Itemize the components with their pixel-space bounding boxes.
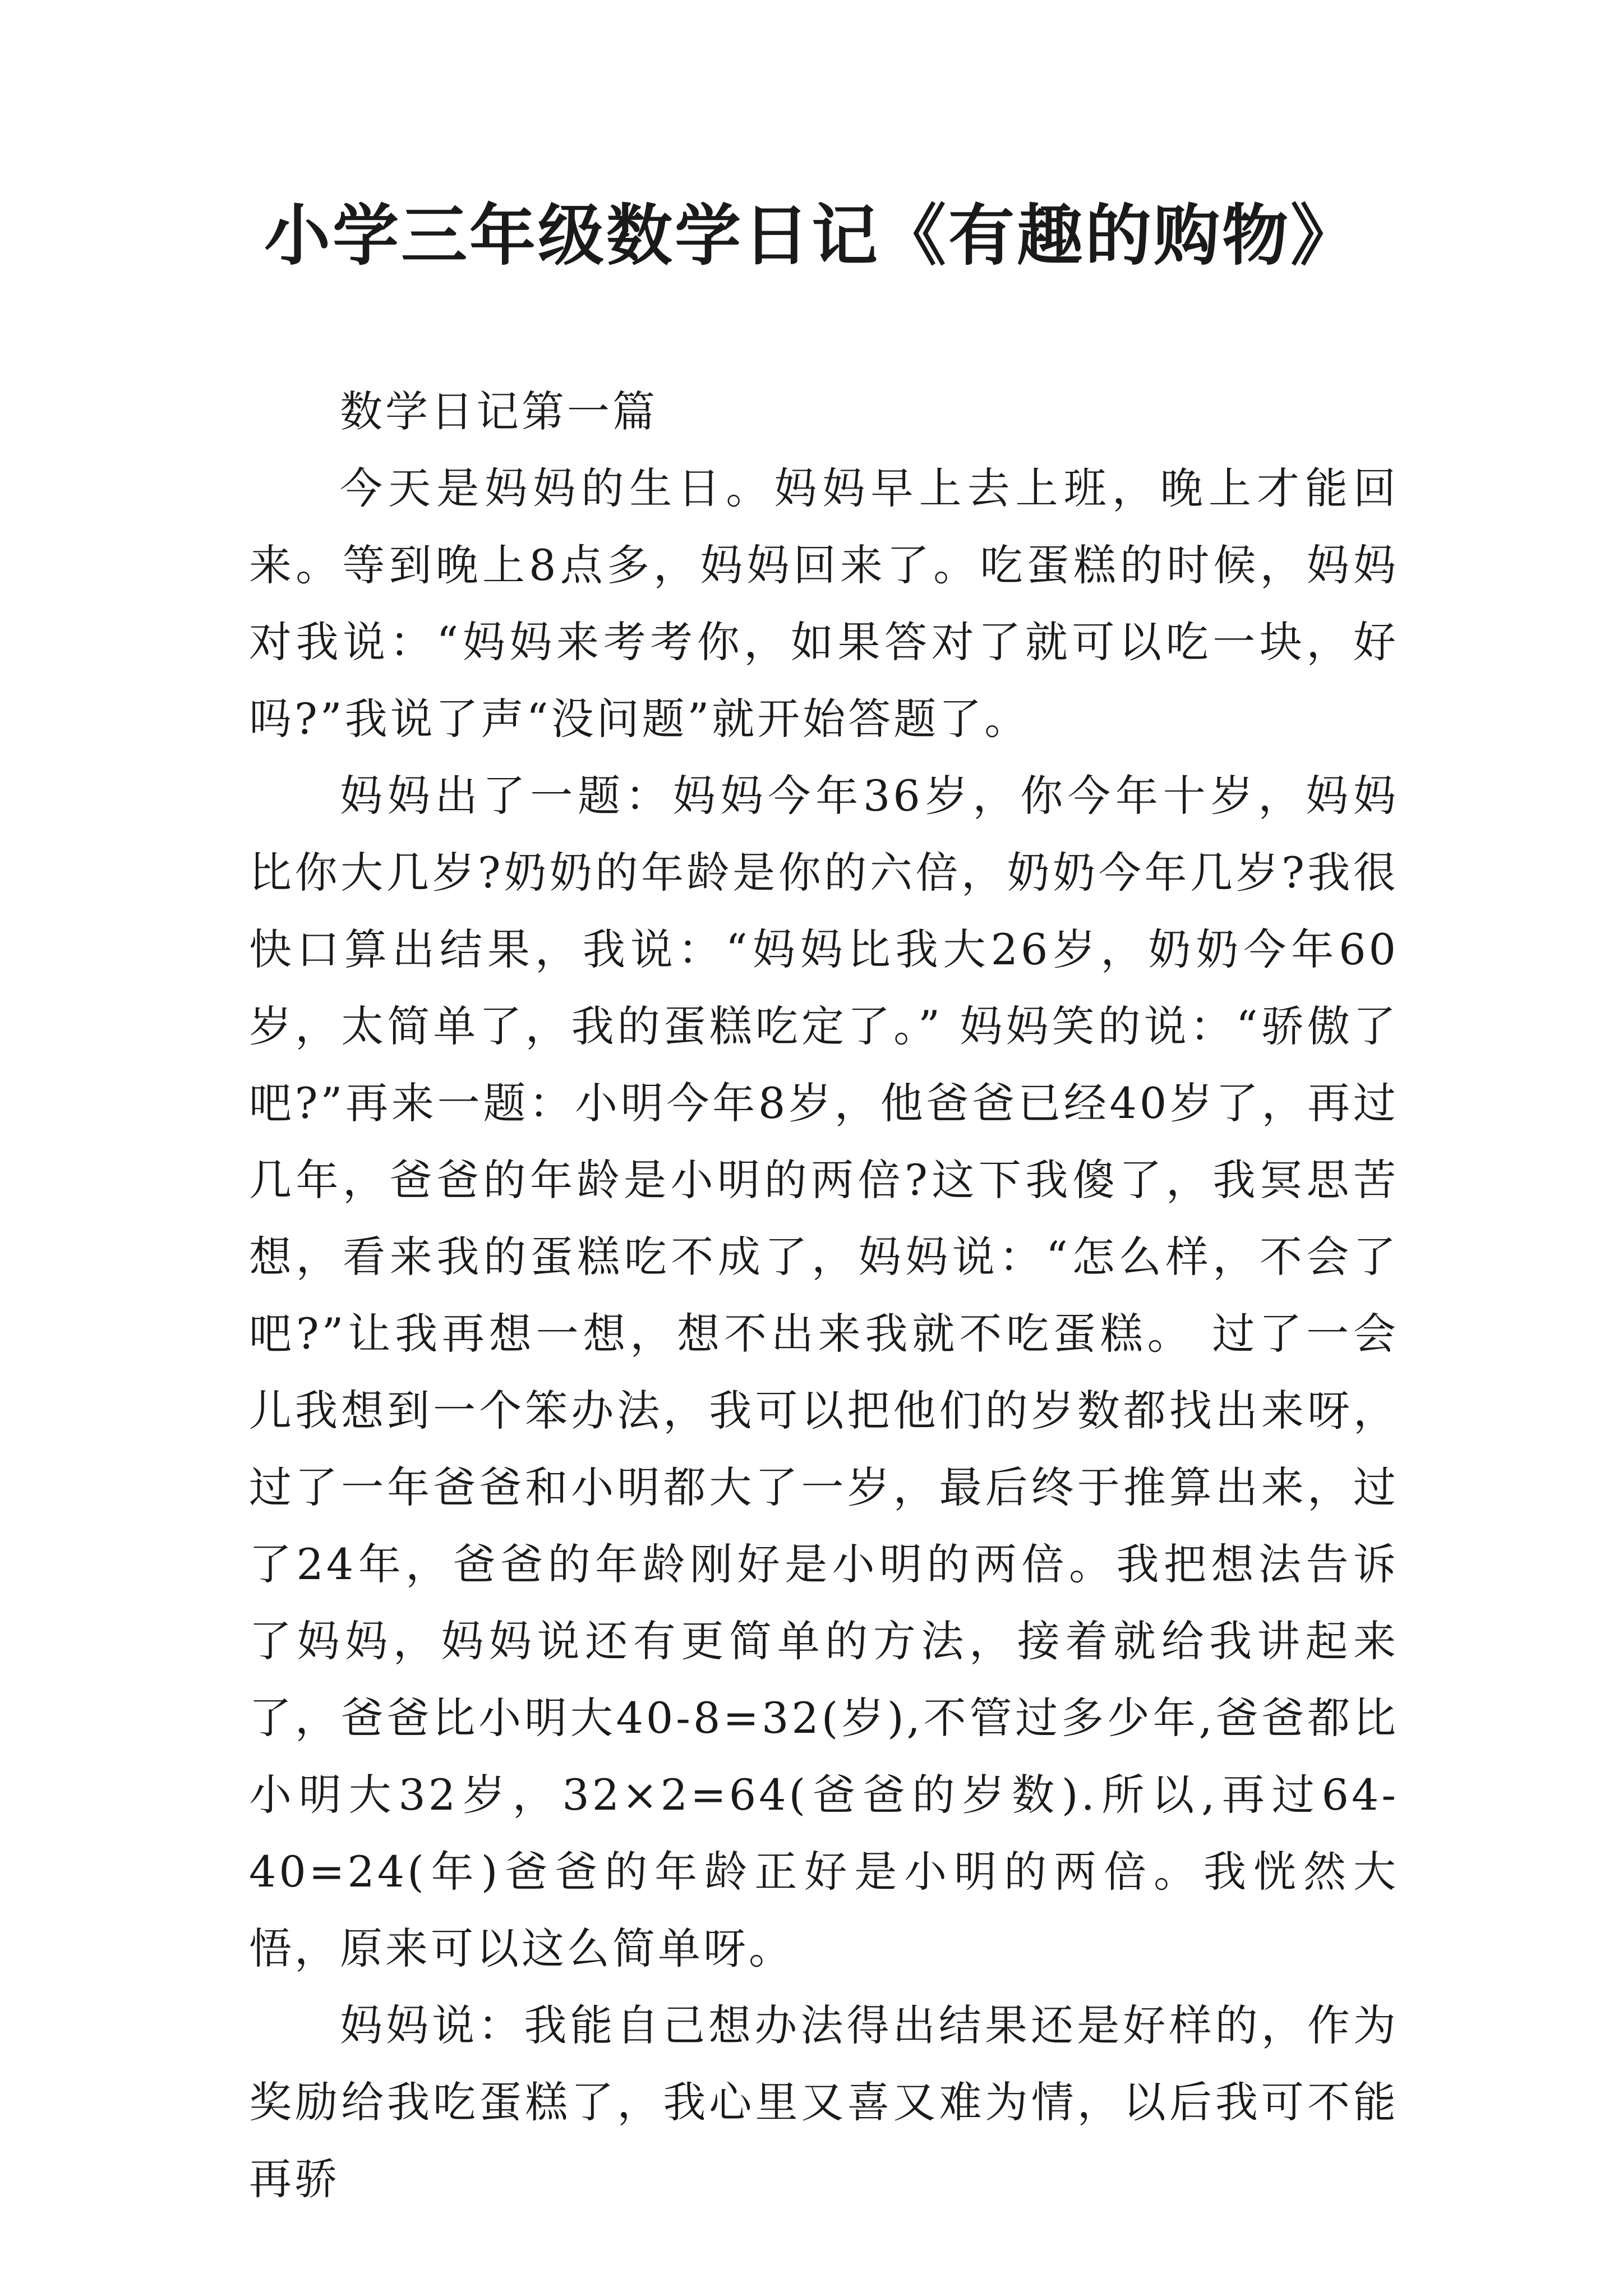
section-heading: 数学日记第一篇	[340, 386, 658, 436]
paragraph: 妈妈说：我能自己想办法得出结果还是好样的，作为奖励给我吃蛋糕了，我心里又喜又难为情，以后我可不能再骄	[249, 2000, 1399, 2204]
paragraph: 妈妈出了一题：妈妈今年36岁，你今年十岁，妈妈比你大几岁?奶奶的年龄是你的六倍，奶奶今年几岁?我很快口算出结果，我说：“妈妈比我大26岁，奶奶今年60岁，太简单了，我的蛋糕吃定了。” 妈妈笑的说：“骄傲了吧?”再来一题：小明今年8岁，他爸爸已经40岁了，再过几年，爸爸的年龄是小明的两倍?这下我傻了，我冥思苦想，看来我的蛋糕吃不成了，妈妈说：“怎么样，不会了吧?”让我再想一想，想不出来我就不吃蛋糕。 过了一会儿我想到一个笨办法，我可以把他们的岁数都找出来呀，过了一年爸爸和小明都大了一岁，最后终于推算出来，过了24年，爸爸的年龄刚好是小明的两倍。我把想法告诉了妈妈，妈妈说还有更简单的方法，接着就给我讲起来了，爸爸比小明大40-8=32(岁),不管过多少年,爸爸都比小明大32岁，32×2=64(爸爸的岁数).所以,再过64-40=24(年)爸爸的年龄正好是小明的两倍。我恍然大悟，原来可以这么简单呀。	[249, 771, 1399, 1973]
paragraph: 今天是妈妈的生日。妈妈早上去上班，晚上才能回来。等到晚上8点多，妈妈回来了。吃蛋糕的时候，妈妈对我说：“妈妈来考考你，如果答对了就可以吃一块，好吗?”我说了声“没问题”就开始答题了。	[249, 463, 1399, 744]
document-title: 小学三年级数学日记《有趣的购物》	[264, 196, 1359, 274]
document-body	[249, 373, 1399, 2217]
